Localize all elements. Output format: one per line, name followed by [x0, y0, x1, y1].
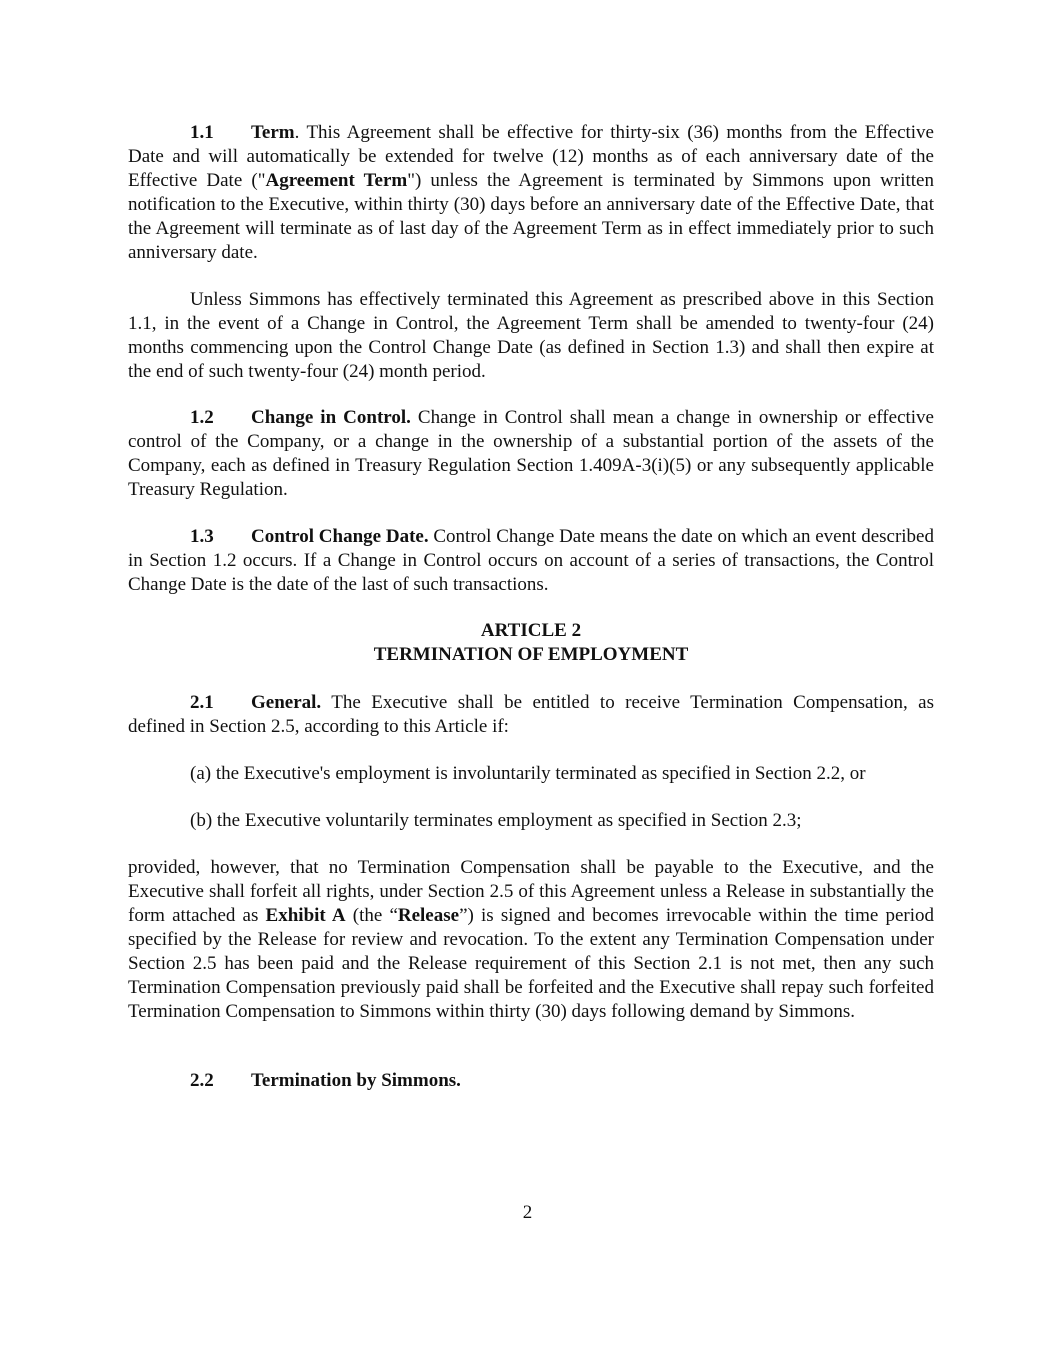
- section-number: 2.1: [190, 692, 214, 713]
- section-number: 1.2: [190, 407, 214, 428]
- section-1-2: [128, 406, 934, 502]
- proviso-paragraph: [128, 856, 934, 1024]
- section-1-1-continued: Unless Simmons has effectively terminated this Agreement as prescribed above in this Section 1.1, in the event of a Change in Control, the Agreement Term shall be amended to twenty-four (24) months commencing upon the Control Change Date (as defined in Section 1.3) and shall then expire at the end of such twenty-four (24) month period.: [128, 289, 934, 382]
- text: ”) is signed and becomes irrevocable within the time period specified by the Release for review and revocation. To the extent any Termination Compensation under Section 2.5 has been paid and the Release requirement of this Section 2.1 is not met, then any such Termination Compensation previously paid shall be forfeited and the Executive shall repay such forfeited Termination Compensation to Simmons within thirty (30) days following demand by Simmons.: [128, 905, 934, 1022]
- article-heading: ARTICLE 2: [480, 620, 582, 641]
- list-item-b: (b) the Executive voluntarily terminates employment as specified in Section 2.3;: [190, 810, 802, 831]
- section-title: Control Change Date.: [251, 526, 429, 547]
- section-title: General.: [251, 692, 322, 713]
- text: provided, however, that no Termination Compensation shall be payable to the Executive, and the Executive shall forfeit all rights, under Section 2.5 of this Agreement unless a Release in substantially the form attached as: [128, 857, 934, 926]
- exhibit-ref: Exhibit A: [265, 905, 346, 926]
- section-number: 1.1: [190, 122, 214, 143]
- text: (the “: [345, 905, 398, 926]
- section-2-1: [128, 691, 934, 739]
- section-title: Change in Control.: [251, 407, 411, 428]
- section-1-1: [128, 121, 934, 265]
- defined-term: Agreement Term: [265, 170, 408, 191]
- section-title: Term: [251, 122, 295, 143]
- list-item-a: (a) the Executive's employment is involuntarily terminated as specified in Section 2.2, or: [190, 763, 866, 784]
- page-number: 2: [522, 1202, 533, 1223]
- text: Change in Control shall mean a change in ownership or effective control of the Company, or a change in the ownership of a substantial portion of the assets of the Company, each as defined in Treasury Regulation Section 1.409A-3(i)(5) or any subsequently applicable Treasury Regulation.: [128, 407, 934, 500]
- text: . This Agreement shall be effective for thirty-six (36) months from the Effective Date and will automatically be extended for twelve (12) months as of each anniversary date of the Effective Date (": [128, 122, 934, 191]
- section-title: Termination by Simmons.: [251, 1070, 461, 1091]
- defined-term: Release: [397, 905, 460, 926]
- text: ") unless the Agreement is terminated by Simmons upon written notification to the Executive, within thirty (30) days before an anniversary date of the Effective Date, that the Agreement will terminate as of last day of the Agreement Term as in effect immediately prior to such anniversary date.: [128, 170, 934, 263]
- section-2-2: [128, 1069, 934, 1093]
- text: The Executive shall be entitled to receive Termination Compensation, as defined in Section 2.5, according to this Article if:: [128, 692, 934, 737]
- article-title: TERMINATION OF EMPLOYMENT: [373, 644, 689, 665]
- text: Control Change Date means the date on which an event described in Section 1.2 occurs. If a Change in Control occurs on account of a series of transactions, the Control Change Date is the date of the last of such transactions.: [128, 526, 934, 595]
- section-1-3: [128, 525, 934, 597]
- section-number: 2.2: [190, 1070, 214, 1091]
- section-number: 1.3: [190, 526, 214, 547]
